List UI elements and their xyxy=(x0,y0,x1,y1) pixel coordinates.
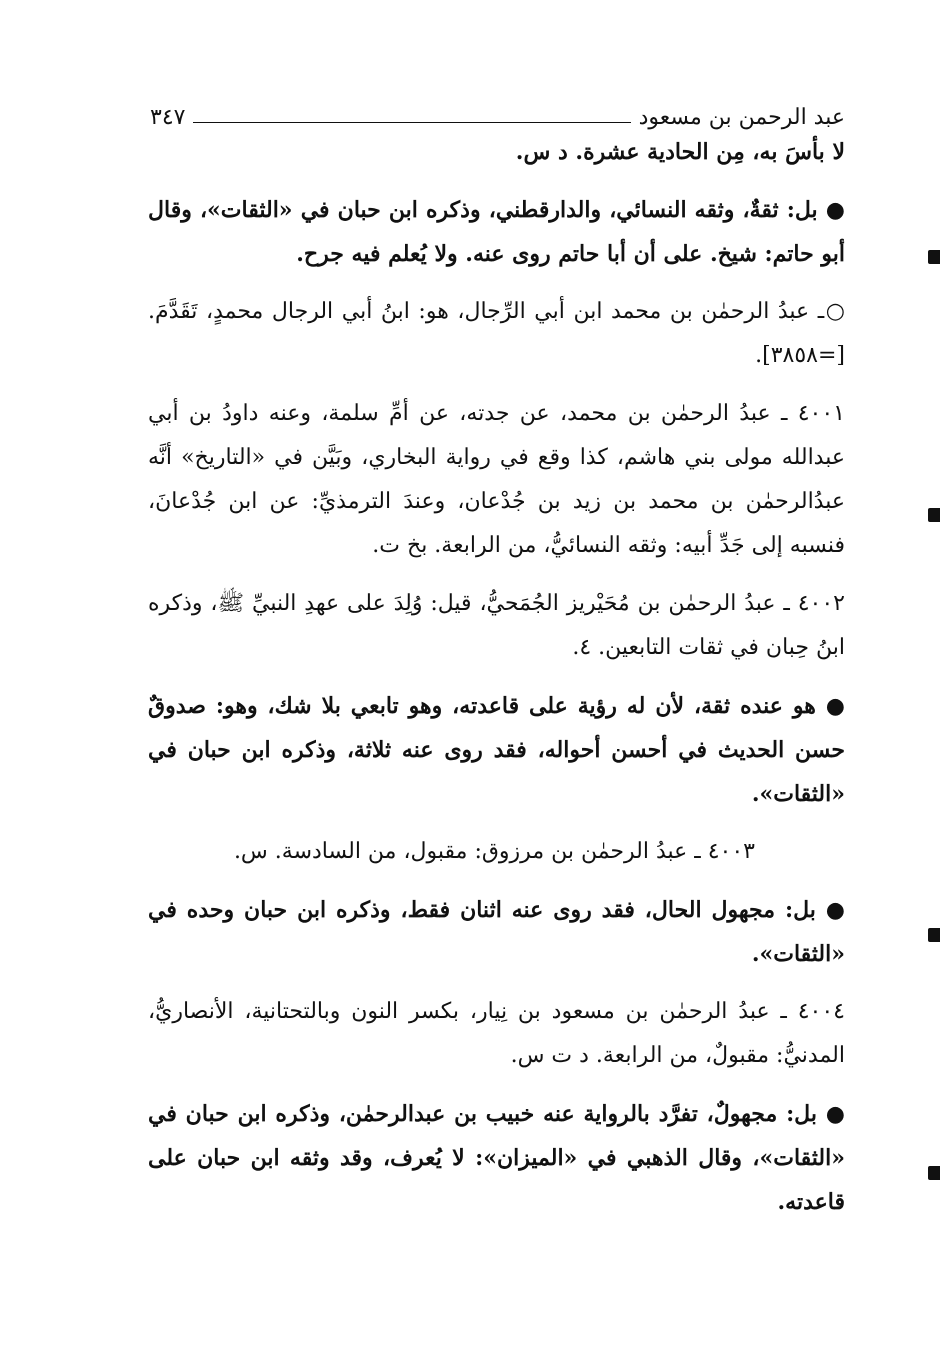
page-body xyxy=(148,130,845,1238)
margin-mark xyxy=(928,1166,940,1180)
margin-mark xyxy=(928,508,940,522)
paragraph-entry-4002: ٤٠٠٢ ـ عبدُ الرحمٰن بن مُحَيْريز الجُمَحيُّ، قيل: وُلِدَ على عهدِ النبيِّ ﷺ، وذكره ابنُ حِبان في ثقات التابعين. ٤. xyxy=(148,591,845,660)
paragraph-entry-4003: ٤٠٠٣ ـ عبدُ الرحمٰن بن مرزوق: مقبول، من السادسة. س. xyxy=(233,839,755,864)
paragraph-comment: ● بل: مجهولٌ، تفرَّد بالرواية عنه خبيب بن عبدالرحمٰن، وذكره ابن حبان في «الثقات»، وقال الذهبي في «الميزان»: لا يُعرف، وقد وثقه ابن حبان على قاعدته. xyxy=(148,1101,845,1215)
page-number: ٣٤٧ xyxy=(150,105,186,130)
header-rule xyxy=(193,122,630,123)
paragraph-entry-4004: ٤٠٠٤ ـ عبدُ الرحمٰن بن مسعود بن نِيار، بكسر النون وبالتحتانية، الأنصاريُّ، المدنيُّ: مقبولٌ، من الرابعة. د ت س. xyxy=(148,999,845,1068)
paragraph-comment: ● بل: مجهول الحال، فقد روى عنه اثنان فقط، وذكره ابن حبان وحده في «الثقات». xyxy=(148,897,845,967)
running-title: عبد الرحمن بن مسعود xyxy=(638,105,845,130)
paragraph-cross-reference: ○ـ عبدُ الرحمٰن بن محمد ابن أبي الرِّجال، هو: ابنُ أبي الرجال محمدٍ، تَقَدَّمَ. [=٣٨٥٨]. xyxy=(148,299,845,368)
margin-mark xyxy=(928,250,940,264)
paragraph-comment: ● بل: ثقةٌ، وثقه النسائي، والدارقطني، وذكره ابن حبان في «الثقات»، وقال أبو حاتم: شيخ. على أن أبا حاتم روى عنه. ولا يُعلم فيه جرح. xyxy=(148,197,846,267)
margin-mark xyxy=(928,928,940,942)
paragraph-entry-4001: ٤٠٠١ ـ عبدُ الرحمٰن بن محمد، عن جدته، عن أمِّ سلمة، وعنه داودُ بن أبي عبدالله مولى بني هاشم، كذا وقع في رواية البخاري، وبَيَّن في «التاريخ» أنَّه عبدُالرحمٰن بن محمد بن زيد بن جُدْعان، وعندَ الترمذيِّ: عن ابن جُدْعانَ، فنسبه إلى جَدِّ أبيه: وثقه النسائيُّ، من الرابعة. بخ ت. xyxy=(148,401,846,558)
paragraph-continuation: لا بأسَ به، مِن الحادية عشرة. د س. xyxy=(515,139,845,165)
page-header xyxy=(150,90,845,130)
paragraph-comment: ● هو عنده ثقة، لأن له رؤية على قاعدته، وهو تابعي بلا شك، وهو: صدوقٌ حسن الحديث في أحسن أحواله، فقد روى عنه ثلاثة، وذكره ابن حبان في «الثقات». xyxy=(148,693,845,807)
